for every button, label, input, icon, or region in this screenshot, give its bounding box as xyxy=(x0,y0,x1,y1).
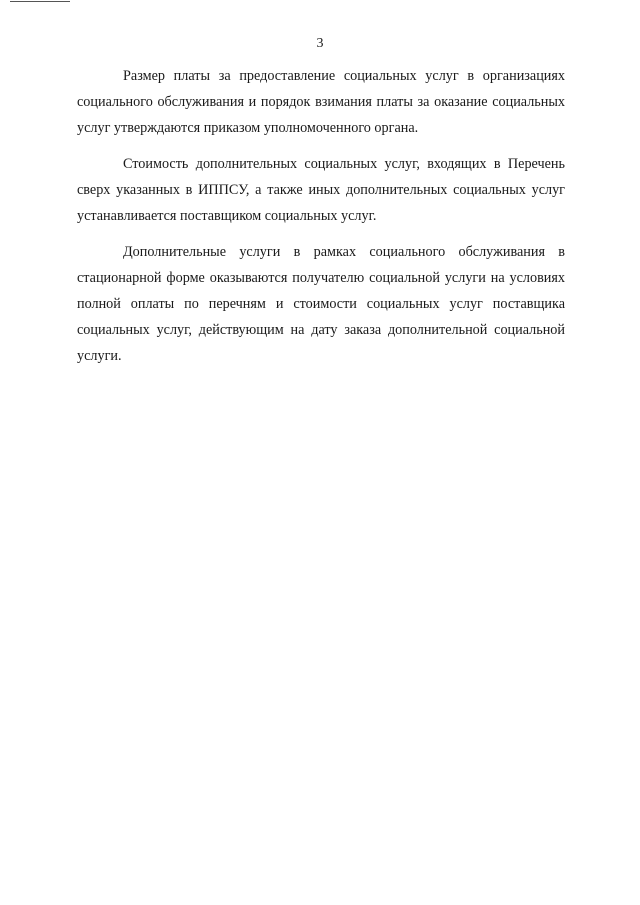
scan-top-rule xyxy=(10,1,70,2)
paragraph-additional-services-cost: Стоимость дополнительных социальных услуг, входящих в Перечень сверх указанных в ИППСУ, а также иных дополнительных социальных услуг устанавливается поставщиком социальных услуг. xyxy=(77,156,565,224)
document-body xyxy=(77,63,565,379)
page-number: 3 xyxy=(316,36,324,51)
paragraph-additional-services-terms: Дополнительные услуги в рамках социального обслуживания в стационарной форме оказываются получателю социальной услуги на условиях полной оплаты по перечням и стоимости социальных услуг поставщика социальных услуг, действующим на дату заказа дополнительной социальной услуги. xyxy=(77,244,565,364)
paragraph-payment-amount: Размер платы за предоставление социальных услуг в организациях социального обслуживания и порядок взимания платы за оказание социальных услуг утверждаются приказом уполномоченного органа. xyxy=(77,68,565,136)
